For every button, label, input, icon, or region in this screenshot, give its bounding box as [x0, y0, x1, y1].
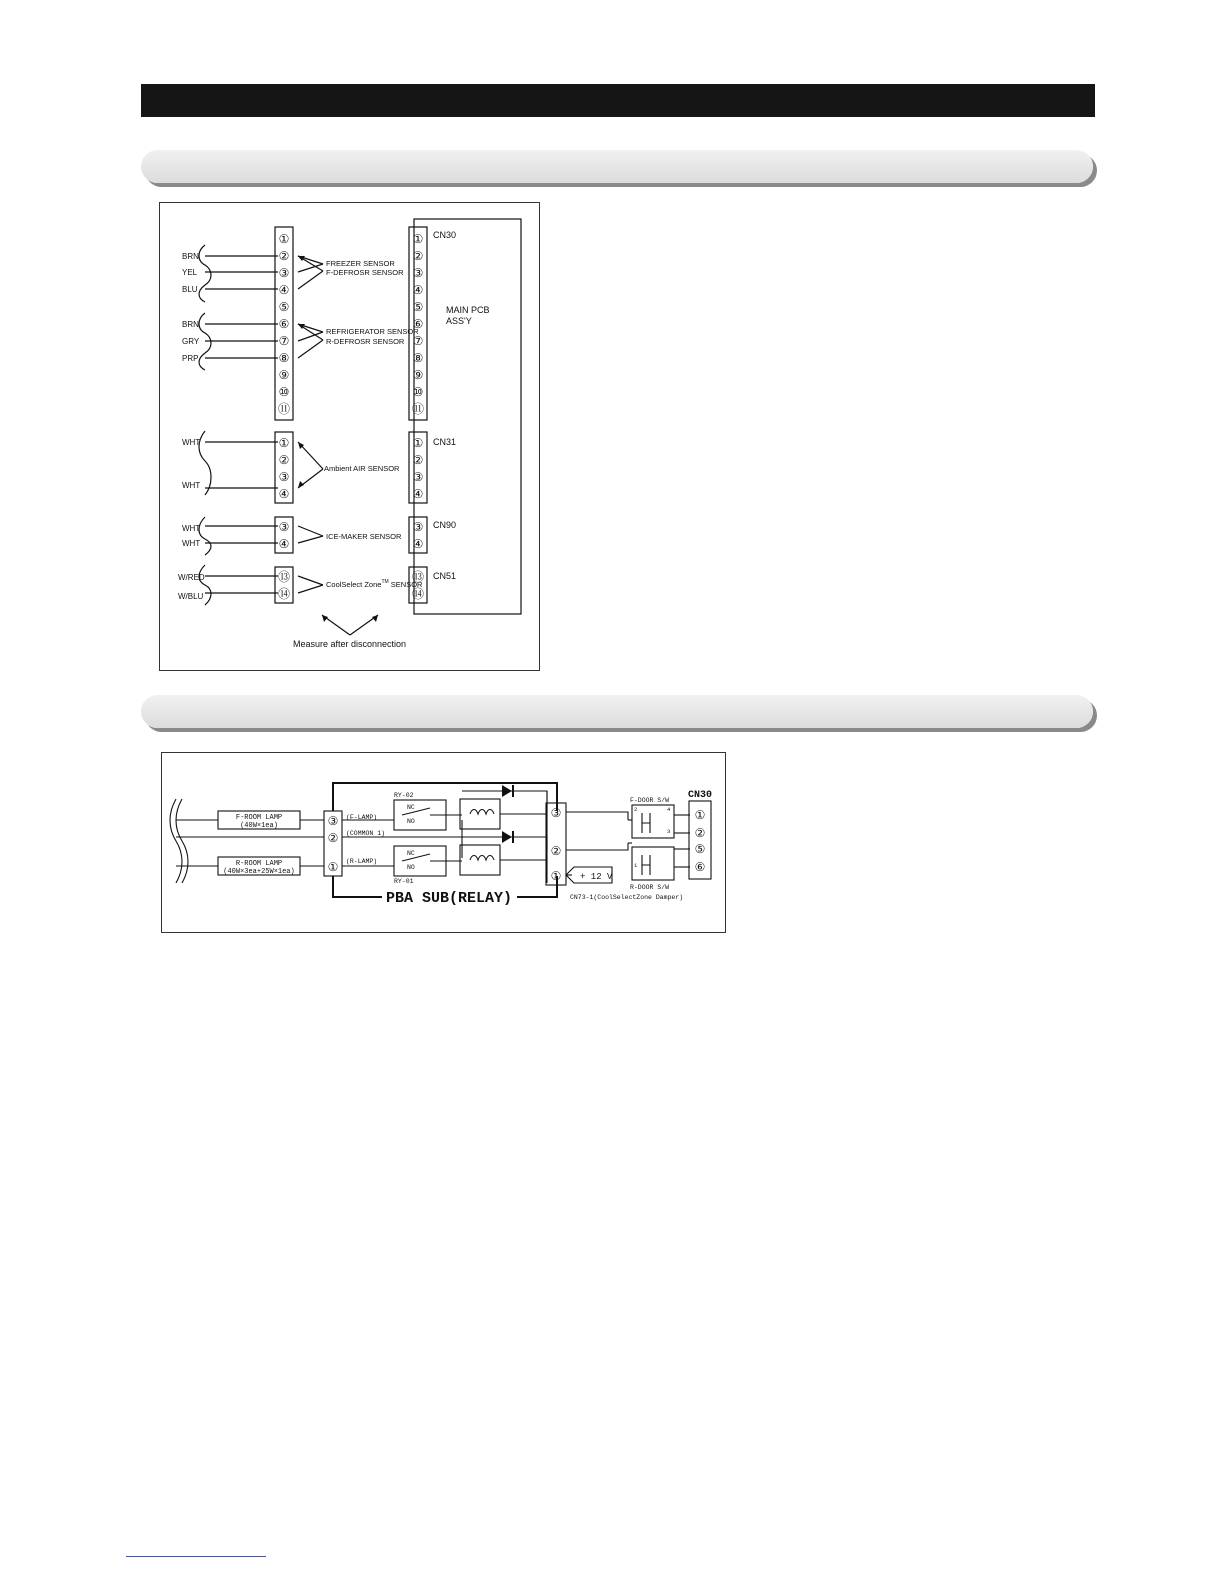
pin-label: ③ [327, 815, 339, 829]
pin-label: ⑨ [278, 368, 290, 382]
r-door-label: R-DOOR S/W [630, 884, 670, 891]
ambient-sensor-label: Ambient AIR SENSOR [324, 464, 400, 473]
cn51-label: CN51 [433, 571, 457, 581]
pin-label: ⑭ [411, 587, 425, 601]
wire-label: WHT [182, 481, 201, 490]
relay-wiring-diagram [161, 752, 726, 933]
switch-pin: 4 [667, 806, 671, 813]
cn30-label: CN30 [433, 230, 457, 240]
pin-label: ⑥ [694, 861, 706, 875]
nc-label: NC [407, 804, 415, 811]
switch-pin: 1 [634, 862, 638, 869]
refrigerator-sensor-label: REFRIGERATOR SENSOR [326, 327, 419, 336]
pin-label: ⑥ [278, 317, 290, 331]
pin-label: ③ [412, 266, 424, 280]
pin-label: ① [694, 809, 706, 823]
pin-label: ⑩ [412, 385, 424, 399]
pin-label: ① [278, 232, 290, 246]
section-header-relay [141, 695, 1093, 728]
v12-label: + 12 V [580, 872, 613, 882]
pin-label: ⑦ [412, 334, 424, 348]
pin-label: ② [412, 453, 424, 467]
pin-label: ⑩ [278, 385, 290, 399]
ry02-label: RY-02 [394, 792, 414, 799]
r-lamp-label: (R-LAMP) [346, 858, 378, 865]
wire-label: PRP [182, 354, 199, 363]
pin-label: ① [412, 232, 424, 246]
pin-label: ⑦ [278, 334, 290, 348]
wire-label: WHT [182, 438, 201, 447]
pin-label: ⑥ [412, 317, 424, 331]
switch-pin: 3 [667, 828, 671, 835]
pba-sub-label: PBA SUB(RELAY) [386, 890, 513, 907]
main-pcb-label: MAIN PCB [446, 305, 490, 315]
pin-label: ⑬ [411, 570, 425, 584]
f-door-label: F-DOOR S/W [630, 797, 670, 804]
wire-label: BRN [182, 320, 199, 329]
cn31-label: CN31 [433, 437, 457, 447]
pin-label: ② [278, 249, 290, 263]
pin-label: ③ [278, 470, 290, 484]
f-lamp-label: (F-LAMP) [346, 814, 378, 821]
wire-label: WHT [182, 524, 201, 533]
pin-label: ② [278, 453, 290, 467]
pin-label: ⑧ [412, 351, 424, 365]
f-defrost-sensor-label: F-DEFROSR SENSOR [326, 268, 404, 277]
common-label: (COMMON 1) [346, 830, 386, 837]
icemaker-sensor-label: ICE-MAKER SENSOR [326, 532, 402, 541]
measure-note: Measure after disconnection [293, 639, 407, 649]
cn90-label: CN90 [433, 520, 457, 530]
wire-label: W/BLU [178, 592, 204, 601]
coolselect-sensor-label: CoolSelect Zone™ SENSOR [326, 579, 423, 589]
pin-label: ③ [412, 470, 424, 484]
pin-label: ④ [278, 283, 290, 297]
pin-label: ④ [412, 537, 424, 551]
pin-label: ② [412, 249, 424, 263]
pin-label: ③ [278, 520, 290, 534]
pin-label: ⑧ [278, 351, 290, 365]
wire-label: BRN [182, 252, 199, 261]
r-room-lamp-label: R-ROOM LAMP [235, 860, 283, 868]
wire-label: WHT [182, 539, 201, 548]
wire-label: W/RED [178, 573, 205, 582]
pin-label: ② [550, 845, 562, 859]
wire-label: GRY [182, 337, 200, 346]
switch-pin: 2 [634, 806, 638, 813]
section-header-sensors [141, 150, 1093, 183]
pin-label: ⑪ [411, 402, 425, 416]
r-defrost-sensor-label: R-DEFROSR SENSOR [326, 337, 405, 346]
pin-label: ⑬ [277, 570, 291, 584]
f-room-lamp-label: F-ROOM LAMP [235, 814, 283, 822]
pin-label: ① [278, 436, 290, 450]
pin-label: ① [327, 861, 339, 875]
pin-label: ④ [412, 487, 424, 501]
pin-label: ③ [278, 266, 290, 280]
footer-link-line [126, 1556, 266, 1557]
pin-label: ⑤ [412, 300, 424, 314]
pin-label: ⑤ [694, 843, 706, 857]
pin-label: ② [327, 832, 339, 846]
pin-label: ③ [412, 520, 424, 534]
wire-label: BLU [182, 285, 198, 294]
pin-label: ④ [278, 487, 290, 501]
cn30-label: CN30 [688, 790, 713, 801]
pin-label: ⑭ [277, 587, 291, 601]
pin-label: ① [412, 436, 424, 450]
pin-label: ④ [412, 283, 424, 297]
r-room-lamp-spec: (40W×3ea+25W×1ea) [223, 868, 295, 876]
f-room-lamp-spec: (40W×1ea) [240, 822, 278, 830]
no-label: NO [407, 818, 415, 825]
pin-label: ⑤ [278, 300, 290, 314]
pin-label: ⑨ [412, 368, 424, 382]
wire-label: YEL [182, 268, 198, 277]
pin-label: ③ [550, 807, 562, 821]
pin-label: ⑪ [277, 402, 291, 416]
pin-label: ① [550, 870, 562, 884]
cn73-label: CN73-1(CoolSelectZone Damper) [570, 894, 684, 901]
ry01-label: RY-01 [394, 878, 414, 885]
main-pcb-label-2: ASS'Y [446, 316, 472, 326]
no-label: NO [407, 864, 415, 871]
freezer-sensor-label: FREEZER SENSOR [326, 259, 395, 268]
pin-label: ② [694, 827, 706, 841]
page-title-bar [141, 84, 1095, 117]
nc-label: NC [407, 850, 415, 857]
pin-label: ④ [278, 537, 290, 551]
sensor-wiring-diagram [159, 202, 540, 671]
